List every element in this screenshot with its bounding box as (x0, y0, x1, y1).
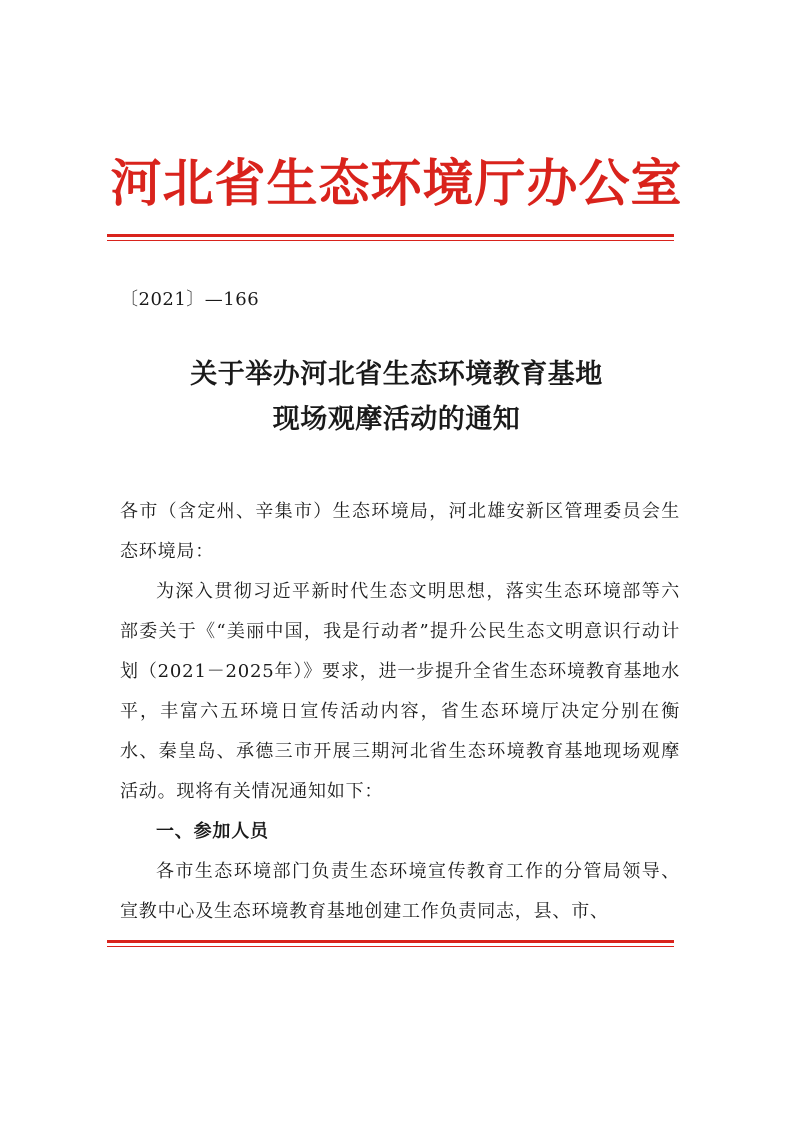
header-divider-thick (107, 234, 674, 237)
document-title-line-1: 关于举办河北省生态环境教育基地 (190, 359, 603, 390)
issuing-office-header: 河北省生态环境厅办公室 (110, 155, 683, 214)
section-paragraph: 各市生态环境部门负责生态环境宣传教育工作的分管局领导、宣教中心及生态环境教育基地创建工作负责同志，县、市、 (120, 861, 680, 922)
footer-divider-thick (107, 940, 674, 943)
header-divider-thin (107, 240, 674, 241)
section-heading: 一、参加人员 (156, 821, 269, 842)
footer-divider-thin (107, 946, 674, 947)
addressee: 各市（含定州、辛集市）生态环境局，河北雄安新区管理委员会生态环境局： (120, 501, 680, 562)
document-number: 〔2021〕—166 (120, 289, 260, 310)
document-body (120, 492, 680, 932)
body-paragraph: 为深入贯彻习近平新时代生态文明思想，落实生态环境部等六部委关于《“美丽中国，我是行动者”提升公民生态文明意识行动计划（2021－2025年）》要求，进一步提升全省生态环境教育基地水平，丰富六五环境日宣传活动内容，省生态环境厅决定分别在衡水、秦皇岛、承德三市开展三期河北省生态环境教育基地现场观摩活动。现将有关情况通知如下： (120, 581, 680, 802)
document-title-line-2: 现场观摩活动的通知 (272, 404, 521, 435)
